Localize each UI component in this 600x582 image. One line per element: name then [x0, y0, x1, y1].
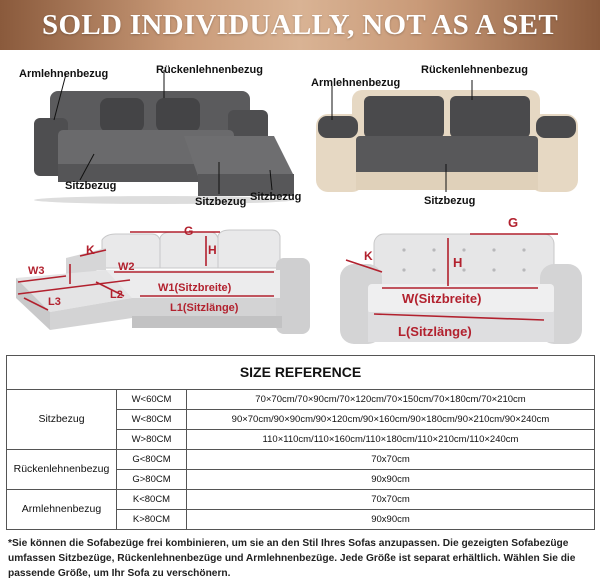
dim-l3: L3 [48, 296, 61, 308]
row-sizes: 70x70cm [187, 450, 595, 470]
l-sofa-photo [14, 58, 304, 208]
seat-label-right: Sitzbezug [424, 195, 476, 207]
title-banner [0, 0, 600, 50]
table-row [7, 390, 595, 410]
table-title: SIZE REFERENCE [7, 356, 595, 390]
row-condition: W<60CM [117, 390, 187, 410]
footnote-text: *Sie können die Sofabezüge frei kombinieren, um sie an den Stil Ihres Sofas anzupassen. Die gezeigten Sofabezüge umfassen Sitzbezüge, Rückenlehnenbezüge und Armlehnenbezüge. Jede Größe ist separat erhältlich. Wählen Sie die passende Größe, um Ihr Sofa zu verschönern. [8, 538, 576, 579]
armrest-label-right: Armlehnenbezug [311, 77, 401, 89]
dim-l2: L2 [110, 289, 123, 301]
dim-h-left: H [208, 243, 217, 257]
row-sizes: 90×70cm/90×90cm/90×120cm/90×160cm/90×180cm/90×210cm/90×240cm [187, 410, 595, 430]
armrest-label-left: Armlehnenbezug [19, 68, 109, 80]
cream-sofa-photo [312, 80, 582, 198]
group-name-seat: Sitzbezug [7, 390, 117, 450]
dim-h-right: H [453, 255, 463, 270]
row-sizes: 70×70cm/70×90cm/70×120cm/70×150cm/70×180cm/70×210cm [187, 390, 595, 410]
dim-w1: W1(Sitzbreite) [158, 282, 232, 294]
dim-k-left: K [86, 243, 95, 257]
size-reference-table [6, 355, 595, 530]
row-condition: W<80CM [117, 410, 187, 430]
dim-l1: L1(Sitzlänge) [170, 302, 239, 314]
row-condition: G<80CM [117, 450, 187, 470]
dim-w2: W2 [118, 261, 135, 273]
backrest-label-right: Rückenlehnenbezug [421, 64, 528, 76]
table-row [7, 450, 595, 470]
seat-label-left-3: Sitzbezug [250, 191, 302, 203]
dim-k-right: K [364, 249, 373, 263]
group-name-backrest: Rückenlehnenbezug [7, 450, 117, 490]
dim-g-right: G [508, 215, 519, 230]
banner-title: SOLD INDIVIDUALLY, NOT AS A SET [42, 8, 558, 41]
row-condition: G>80CM [117, 470, 187, 490]
dim-w-right: W(Sitzbreite) [402, 291, 482, 306]
backrest-label-left: Rückenlehnenbezug [156, 64, 263, 76]
row-sizes: 70x70cm [187, 490, 595, 510]
row-sizes: 110×110cm/110×160cm/110×180cm/110×210cm/110×240cm [187, 430, 595, 450]
seat-label-left-1: Sitzbezug [65, 180, 117, 192]
dim-g-left: G [184, 224, 194, 238]
row-condition: K>80CM [117, 510, 187, 530]
row-sizes: 90x90cm [187, 510, 595, 530]
row-condition: K<80CM [117, 490, 187, 510]
group-name-armrest: Armlehnenbezug [7, 490, 117, 530]
dim-l-right: L(Sitzlänge) [398, 324, 472, 339]
row-condition: W>80CM [117, 430, 187, 450]
dim-w3: W3 [28, 265, 45, 277]
table-row [7, 490, 595, 510]
seat-label-left-2: Sitzbezug [195, 196, 247, 208]
row-sizes: 90x90cm [187, 470, 595, 490]
